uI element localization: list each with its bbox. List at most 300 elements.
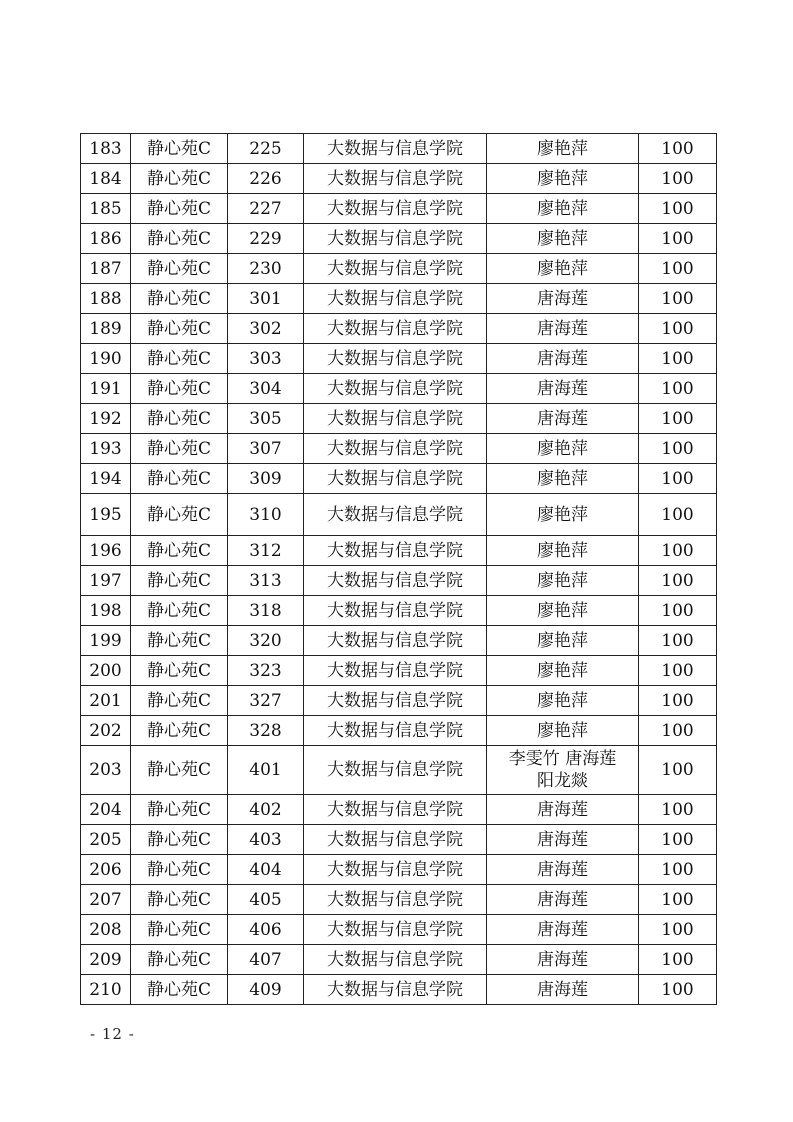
cell-row-number-text: 194 [89, 468, 122, 489]
cell-college [304, 134, 487, 164]
cell-row-number-text: 200 [89, 660, 122, 681]
cell-row-number-text: 202 [89, 720, 122, 741]
cell-college-text: 大数据与信息学院 [327, 258, 463, 279]
cell-college [304, 314, 487, 344]
cell-college [304, 746, 487, 795]
cell-college-text: 大数据与信息学院 [327, 630, 463, 651]
cell-room-number-text: 402 [249, 799, 282, 820]
cell-college-text: 大数据与信息学院 [327, 168, 463, 189]
table-row [81, 494, 717, 536]
cell-room-number-text: 303 [249, 348, 282, 369]
cell-staff [487, 686, 639, 716]
cell-row-number-text: 192 [89, 408, 122, 429]
cell-row-number [81, 915, 131, 945]
cell-college [304, 915, 487, 945]
cell-score-text: 100 [661, 408, 694, 429]
staff-name: 廖艳萍 [537, 660, 588, 681]
cell-building [131, 626, 228, 656]
cell-score [639, 344, 717, 374]
cell-building [131, 746, 228, 795]
cell-staff [487, 404, 639, 434]
cell-college-text: 大数据与信息学院 [327, 438, 463, 459]
table-row [81, 975, 717, 1005]
cell-row-number-text: 207 [89, 889, 122, 910]
table-row [81, 746, 717, 795]
cell-building-text: 静心苑C [146, 288, 211, 309]
cell-row-number-text: 198 [89, 600, 122, 621]
cell-college [304, 254, 487, 284]
cell-room-number [228, 855, 304, 885]
table-row [81, 194, 717, 224]
staff-name: 唐海莲 [537, 318, 588, 339]
cell-building [131, 344, 228, 374]
staff-name: 廖艳萍 [537, 570, 588, 591]
cell-building [131, 596, 228, 626]
cell-room-number-text: 323 [249, 660, 282, 681]
cell-row-number-text: 208 [89, 919, 122, 940]
cell-staff [487, 945, 639, 975]
cell-college-text: 大数据与信息学院 [327, 198, 463, 219]
cell-score [639, 915, 717, 945]
cell-score-text: 100 [661, 138, 694, 159]
cell-score [639, 626, 717, 656]
cell-staff [487, 134, 639, 164]
cell-row-number-text: 187 [89, 258, 122, 279]
cell-staff [487, 434, 639, 464]
table-row [81, 164, 717, 194]
cell-room-number-text: 301 [249, 288, 282, 309]
cell-room-number-text: 313 [249, 570, 282, 591]
cell-building [131, 254, 228, 284]
cell-score-text: 100 [661, 318, 694, 339]
cell-row-number-text: 196 [89, 540, 122, 561]
cell-building-text: 静心苑C [146, 168, 211, 189]
staff-name: 廖艳萍 [537, 468, 588, 489]
staff-name: 廖艳萍 [537, 168, 588, 189]
cell-staff [487, 536, 639, 566]
cell-college-text: 大数据与信息学院 [327, 660, 463, 681]
cell-score-text: 100 [661, 829, 694, 850]
cell-room-number [228, 404, 304, 434]
cell-room-number [228, 626, 304, 656]
cell-room-number [228, 224, 304, 254]
cell-room-number-text: 226 [249, 168, 282, 189]
cell-building-text: 静心苑C [146, 438, 211, 459]
cell-staff [487, 746, 639, 795]
cell-room-number [228, 975, 304, 1005]
cell-row-number [81, 194, 131, 224]
cell-room-number-text: 229 [249, 228, 282, 249]
cell-row-number-text: 189 [89, 318, 122, 339]
cell-row-number [81, 434, 131, 464]
cell-score [639, 494, 717, 536]
cell-college [304, 825, 487, 855]
cell-building-text: 静心苑C [146, 540, 211, 561]
table-row [81, 795, 717, 825]
cell-college [304, 795, 487, 825]
cell-room-number-text: 310 [249, 504, 282, 525]
cell-college-text: 大数据与信息学院 [327, 600, 463, 621]
cell-building-text: 静心苑C [146, 228, 211, 249]
cell-building-text: 静心苑C [146, 889, 211, 910]
cell-room-number-text: 405 [249, 889, 282, 910]
cell-row-number [81, 374, 131, 404]
cell-row-number-text: 204 [89, 799, 122, 820]
table-row [81, 254, 717, 284]
cell-room-number [228, 716, 304, 746]
cell-score-text: 100 [661, 630, 694, 651]
cell-room-number [228, 164, 304, 194]
cell-room-number-text: 307 [249, 438, 282, 459]
cell-room-number [228, 254, 304, 284]
cell-building [131, 566, 228, 596]
cell-college-text: 大数据与信息学院 [327, 228, 463, 249]
cell-staff [487, 194, 639, 224]
cell-row-number [81, 945, 131, 975]
cell-college-text: 大数据与信息学院 [327, 799, 463, 820]
cell-building-text: 静心苑C [146, 318, 211, 339]
table-row [81, 536, 717, 566]
cell-staff [487, 596, 639, 626]
staff-name: 李雯竹 唐海莲 [508, 749, 617, 769]
cell-row-number [81, 566, 131, 596]
staff-name: 廖艳萍 [537, 720, 588, 741]
table-row [81, 656, 717, 686]
cell-college [304, 434, 487, 464]
table-row [81, 825, 717, 855]
cell-building-text: 静心苑C [146, 949, 211, 970]
cell-row-number-text: 188 [89, 288, 122, 309]
cell-building-text: 静心苑C [146, 829, 211, 850]
cell-college [304, 885, 487, 915]
cell-row-number [81, 464, 131, 494]
cell-staff [487, 716, 639, 746]
table-row [81, 284, 717, 314]
cell-row-number-text: 184 [89, 168, 122, 189]
table-row [81, 626, 717, 656]
cell-row-number [81, 855, 131, 885]
cell-college [304, 945, 487, 975]
cell-row-number [81, 404, 131, 434]
cell-row-number [81, 536, 131, 566]
cell-staff [487, 626, 639, 656]
cell-room-number [228, 314, 304, 344]
cell-row-number [81, 224, 131, 254]
cell-room-number-text: 312 [249, 540, 282, 561]
cell-row-number [81, 885, 131, 915]
staff-name: 唐海莲 [537, 979, 588, 1000]
cell-building [131, 656, 228, 686]
cell-score-text: 100 [661, 919, 694, 940]
staff-name: 廖艳萍 [537, 540, 588, 561]
cell-room-number [228, 656, 304, 686]
cell-room-number-text: 327 [249, 690, 282, 711]
cell-college-text: 大数据与信息学院 [327, 378, 463, 399]
cell-staff [487, 314, 639, 344]
cell-room-number-text: 328 [249, 720, 282, 741]
cell-building [131, 686, 228, 716]
cell-score-text: 100 [661, 258, 694, 279]
cell-college-text: 大数据与信息学院 [327, 504, 463, 525]
cell-room-number [228, 915, 304, 945]
cell-college [304, 536, 487, 566]
cell-staff [487, 224, 639, 254]
cell-college [304, 404, 487, 434]
cell-building-text: 静心苑C [146, 468, 211, 489]
cell-score [639, 284, 717, 314]
cell-room-number [228, 494, 304, 536]
cell-college [304, 464, 487, 494]
cell-score-text: 100 [661, 660, 694, 681]
cell-college-text: 大数据与信息学院 [327, 570, 463, 591]
cell-score [639, 746, 717, 795]
staff-name: 廖艳萍 [537, 438, 588, 459]
staff-name: 唐海莲 [537, 408, 588, 429]
page-number: - 12 - [90, 1025, 135, 1043]
cell-building [131, 464, 228, 494]
staff-name: 廖艳萍 [537, 600, 588, 621]
cell-score [639, 314, 717, 344]
table-row [81, 464, 717, 494]
table-row [81, 596, 717, 626]
cell-score-text: 100 [661, 979, 694, 1000]
table-row [81, 224, 717, 254]
cell-score-text: 100 [661, 760, 694, 780]
cell-score-text: 100 [661, 378, 694, 399]
cell-row-number-text: 201 [89, 690, 122, 711]
cell-row-number [81, 975, 131, 1005]
cell-building-text: 静心苑C [146, 690, 211, 711]
cell-score-text: 100 [661, 720, 694, 741]
cell-row-number [81, 626, 131, 656]
cell-staff [487, 464, 639, 494]
cell-room-number [228, 885, 304, 915]
cell-room-number [228, 134, 304, 164]
cell-building [131, 134, 228, 164]
cell-building-text: 静心苑C [146, 919, 211, 940]
cell-row-number-text: 195 [89, 504, 122, 525]
cell-row-number-text: 183 [89, 138, 122, 159]
cell-room-number-text: 407 [249, 949, 282, 970]
table-row [81, 566, 717, 596]
staff-name: 唐海莲 [537, 919, 588, 940]
cell-staff [487, 795, 639, 825]
cell-staff [487, 885, 639, 915]
cell-score [639, 254, 717, 284]
cell-score [639, 686, 717, 716]
staff-name: 唐海莲 [537, 949, 588, 970]
cell-row-number [81, 344, 131, 374]
dormitory-score-table [80, 133, 717, 1005]
cell-college-text: 大数据与信息学院 [327, 540, 463, 561]
cell-score-text: 100 [661, 438, 694, 459]
table-row [81, 314, 717, 344]
cell-college [304, 374, 487, 404]
cell-room-number [228, 464, 304, 494]
cell-building [131, 194, 228, 224]
cell-staff [487, 494, 639, 536]
cell-building [131, 314, 228, 344]
cell-row-number [81, 134, 131, 164]
cell-room-number-text: 404 [249, 859, 282, 880]
table-body [81, 134, 717, 1005]
cell-college-text: 大数据与信息学院 [327, 889, 463, 910]
cell-building-text: 静心苑C [146, 760, 211, 780]
cell-room-number [228, 746, 304, 795]
cell-room-number [228, 344, 304, 374]
staff-name: 唐海莲 [537, 348, 588, 369]
cell-score-text: 100 [661, 504, 694, 525]
cell-score [639, 596, 717, 626]
cell-staff [487, 915, 639, 945]
cell-score-text: 100 [661, 540, 694, 561]
cell-building-text: 静心苑C [146, 630, 211, 651]
table-row [81, 404, 717, 434]
cell-score-text: 100 [661, 468, 694, 489]
cell-college-text: 大数据与信息学院 [327, 138, 463, 159]
cell-score-text: 100 [661, 288, 694, 309]
cell-building [131, 825, 228, 855]
cell-room-number [228, 194, 304, 224]
cell-row-number [81, 596, 131, 626]
cell-building [131, 716, 228, 746]
cell-building [131, 855, 228, 885]
cell-score-text: 100 [661, 228, 694, 249]
cell-row-number [81, 164, 131, 194]
cell-room-number-text: 409 [249, 979, 282, 1000]
cell-building-text: 静心苑C [146, 859, 211, 880]
cell-score [639, 464, 717, 494]
staff-name: 廖艳萍 [537, 198, 588, 219]
cell-row-number [81, 656, 131, 686]
cell-college-text: 大数据与信息学院 [327, 829, 463, 850]
staff-name: 廖艳萍 [537, 228, 588, 249]
cell-building [131, 795, 228, 825]
cell-college-text: 大数据与信息学院 [327, 720, 463, 741]
cell-score-text: 100 [661, 799, 694, 820]
cell-score-text: 100 [661, 570, 694, 591]
cell-row-number [81, 494, 131, 536]
staff-name: 唐海莲 [537, 889, 588, 910]
cell-row-number [81, 746, 131, 795]
table-row [81, 915, 717, 945]
cell-score-text: 100 [661, 348, 694, 369]
cell-staff [487, 656, 639, 686]
cell-score-text: 100 [661, 859, 694, 880]
cell-building-text: 静心苑C [146, 660, 211, 681]
cell-room-number-text: 320 [249, 630, 282, 651]
cell-room-number [228, 284, 304, 314]
cell-score-text: 100 [661, 949, 694, 970]
cell-building [131, 915, 228, 945]
cell-room-number-text: 318 [249, 600, 282, 621]
cell-score-text: 100 [661, 690, 694, 711]
cell-score-text: 100 [661, 600, 694, 621]
cell-row-number [81, 314, 131, 344]
cell-staff [487, 344, 639, 374]
staff-name: 廖艳萍 [537, 690, 588, 711]
cell-college [304, 344, 487, 374]
cell-building [131, 945, 228, 975]
cell-building-text: 静心苑C [146, 408, 211, 429]
table-row [81, 374, 717, 404]
cell-college [304, 855, 487, 885]
cell-score [639, 224, 717, 254]
cell-building [131, 975, 228, 1005]
cell-room-number [228, 434, 304, 464]
cell-score [639, 434, 717, 464]
cell-college [304, 224, 487, 254]
cell-staff [487, 164, 639, 194]
cell-row-number-text: 206 [89, 859, 122, 880]
cell-building [131, 434, 228, 464]
cell-score [639, 855, 717, 885]
staff-name: 唐海莲 [537, 859, 588, 880]
cell-score [639, 566, 717, 596]
cell-score [639, 716, 717, 746]
cell-row-number-text: 186 [89, 228, 122, 249]
cell-college-text: 大数据与信息学院 [327, 318, 463, 339]
cell-room-number-text: 304 [249, 378, 282, 399]
cell-college [304, 566, 487, 596]
cell-college-text: 大数据与信息学院 [327, 690, 463, 711]
cell-building-text: 静心苑C [146, 504, 211, 525]
table-row [81, 434, 717, 464]
cell-building-text: 静心苑C [146, 979, 211, 1000]
cell-room-number [228, 686, 304, 716]
staff-name: 廖艳萍 [537, 504, 588, 525]
cell-college-text: 大数据与信息学院 [327, 919, 463, 940]
cell-score-text: 100 [661, 168, 694, 189]
staff-name: 唐海莲 [537, 799, 588, 820]
cell-room-number-text: 230 [249, 258, 282, 279]
cell-college-text: 大数据与信息学院 [327, 949, 463, 970]
cell-row-number [81, 795, 131, 825]
cell-room-number-text: 302 [249, 318, 282, 339]
cell-staff [487, 284, 639, 314]
cell-row-number-text: 185 [89, 198, 122, 219]
cell-building-text: 静心苑C [146, 198, 211, 219]
cell-building-text: 静心苑C [146, 600, 211, 621]
cell-building [131, 494, 228, 536]
cell-row-number-text: 210 [89, 979, 122, 1000]
cell-college-text: 大数据与信息学院 [327, 859, 463, 880]
cell-score [639, 825, 717, 855]
cell-college [304, 686, 487, 716]
table-row [81, 344, 717, 374]
cell-building-text: 静心苑C [146, 138, 211, 159]
cell-college [304, 626, 487, 656]
cell-building-text: 静心苑C [146, 799, 211, 820]
cell-building [131, 885, 228, 915]
cell-score [639, 536, 717, 566]
cell-score [639, 945, 717, 975]
staff-name: 唐海莲 [537, 829, 588, 850]
cell-building [131, 404, 228, 434]
cell-room-number-text: 305 [249, 408, 282, 429]
cell-row-number [81, 825, 131, 855]
cell-room-number-text: 401 [249, 760, 282, 780]
cell-room-number-text: 406 [249, 919, 282, 940]
cell-college-text: 大数据与信息学院 [327, 288, 463, 309]
cell-score [639, 194, 717, 224]
table-row [81, 885, 717, 915]
cell-room-number [228, 795, 304, 825]
cell-staff [487, 975, 639, 1005]
cell-building-text: 静心苑C [146, 348, 211, 369]
cell-room-number [228, 374, 304, 404]
cell-college-text: 大数据与信息学院 [327, 408, 463, 429]
